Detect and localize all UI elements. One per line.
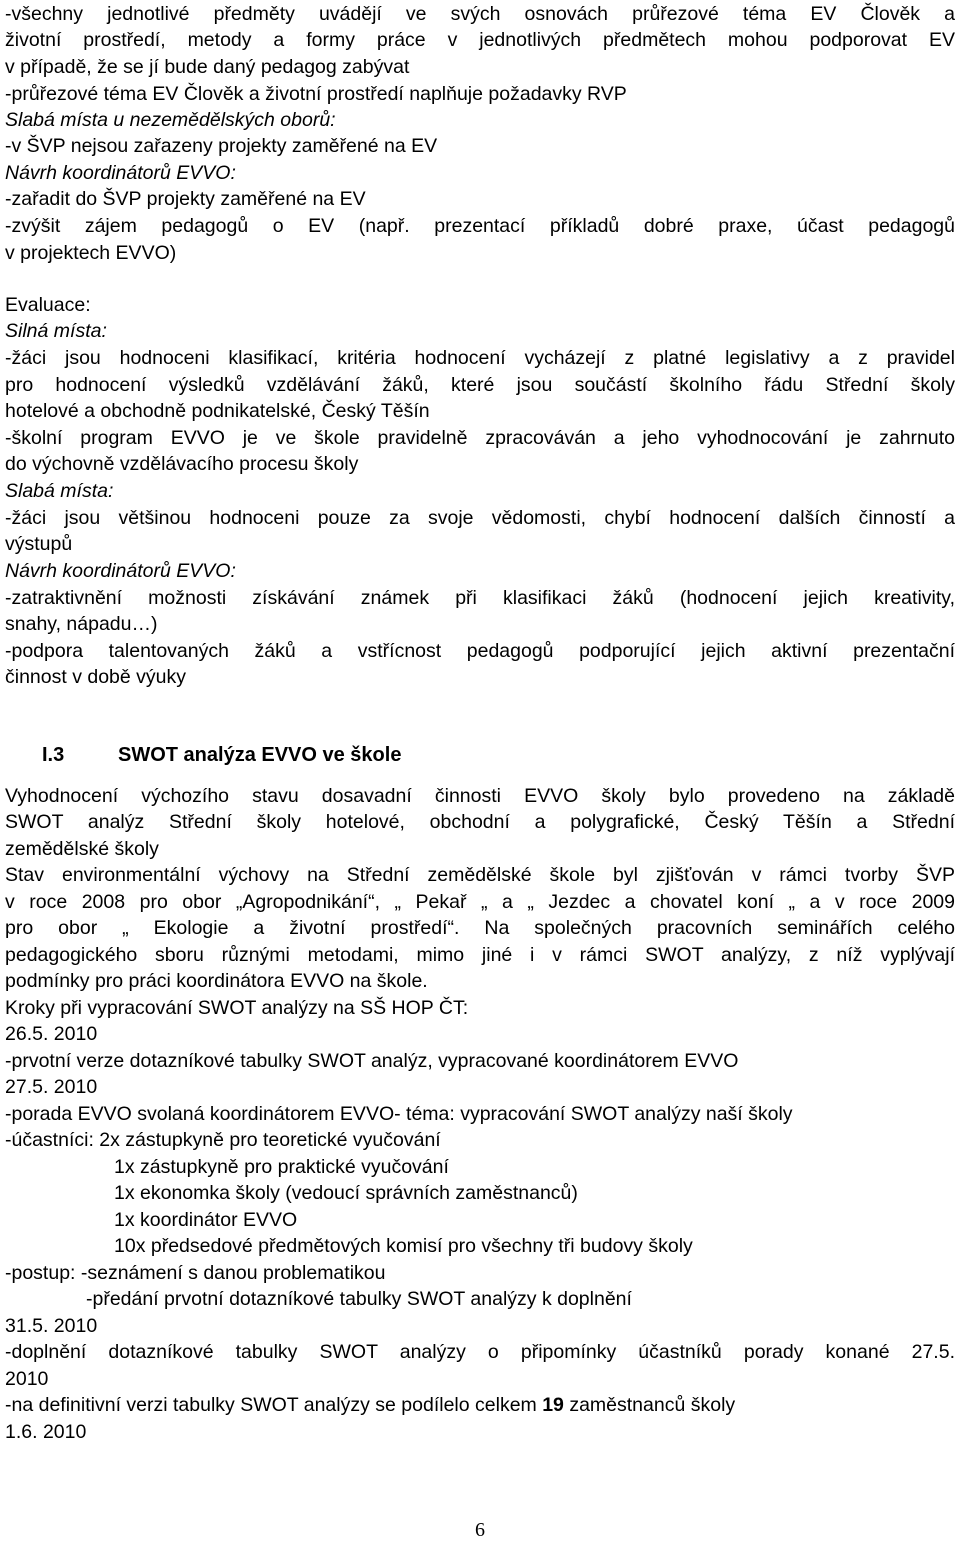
procedure-subline: -předání prvotní dotazníkové tabulky SWOT analýzy k doplnění xyxy=(86,1288,632,1310)
text-line: snahy, nápadu…) xyxy=(5,613,158,635)
text-line: -žáci jsou hodnoceni klasifikací, kritéria hodnocení vycházejí z platné legislativy a z pravidel xyxy=(5,347,955,369)
text-line: -průřezové téma EV Člověk a životní prostředí naplňuje požadavky RVP xyxy=(5,83,627,105)
employee-count: 19 xyxy=(542,1394,564,1416)
text-line: pedagogického sboru různými metodami, mimo jiné i v rámci SWOT analýzy, z níž vyplývají xyxy=(5,944,955,966)
proposal-label: Návrh koordinátorů EVVO: xyxy=(5,162,236,184)
final-prefix: -na definitivní verzi tabulky SWOT analýzy se podílelo celkem xyxy=(5,1394,543,1416)
participant-item: 1x ekonomka školy (vedoucí správních zaměstnanců) xyxy=(114,1182,578,1204)
participants-line: -účastníci: 2x zástupkyně pro teoretické vyučování xyxy=(5,1129,441,1151)
text-line: -v ŠVP nejsou zařazeny projekty zaměřené na EV xyxy=(5,135,438,157)
text-line: v projektech EVVO) xyxy=(5,242,177,264)
text-line: životní prostředí, metody a formy práce v jednotlivých předmětech mohou podporovat EV xyxy=(5,29,955,51)
final-suffix: zaměstnanců školy xyxy=(563,1394,736,1416)
proposal-label: Návrh koordinátorů EVVO: xyxy=(5,560,236,582)
text-line: -zvýšit zájem pedagogů o EV (např. prezentací příkladů dobré praxe, účast pedagogů xyxy=(5,215,955,237)
text-line: -podpora talentovaných žáků a vstřícnost pedagogů podporující jejich aktivní prezentační xyxy=(5,640,955,662)
text-line: podmínky pro práci koordinátora EVVO na škole. xyxy=(5,970,428,992)
steps-heading: Kroky při vypracování SWOT analýzy na SŠ HOP ČT: xyxy=(5,997,469,1019)
text-line: v roce 2008 pro obor „Agropodnikání“, „ Pekař „ a „ Jezdec a chovatel koní „ a v roce 2009 xyxy=(5,891,955,913)
text-line: pro obor „ Ekologie a životní prostředí“. Na společných pracovních seminářích celého xyxy=(5,917,955,939)
text-line: výstupů xyxy=(5,533,73,555)
date-line: 27.5. 2010 xyxy=(5,1076,98,1098)
evaluation-title: Evaluace: xyxy=(5,294,91,316)
text-line: do výchovně vzdělávacího procesu školy xyxy=(5,453,359,475)
page-number: 6 xyxy=(475,1519,485,1541)
text-line: -zatraktivnění možnosti získávání známek při klasifikaci žáků (hodnocení jejich kreativity, xyxy=(5,587,955,609)
procedure-line: -postup: -seznámení s danou problematikou xyxy=(5,1262,386,1284)
text-line: -doplnění dotazníkové tabulky SWOT analýzy o připomínky účastníků porady konané 27.5. xyxy=(5,1341,955,1363)
date-line: 1.6. 2010 xyxy=(5,1421,87,1443)
text-line: SWOT analýz Střední školy hotelové, obchodní a polygrafické, Český Těšín a Střední xyxy=(5,811,955,833)
participant-item: 1x zástupkyně pro praktické vyučování xyxy=(114,1156,449,1178)
participant-item: 1x koordinátor EVVO xyxy=(114,1209,298,1231)
text-line: zemědělské školy xyxy=(5,838,159,860)
final-line xyxy=(5,1392,735,1418)
text-line: -porada EVVO svolaná koordinátorem EVVO- téma: vypracování SWOT analýzy naší školy xyxy=(5,1103,793,1125)
text-line: -zařadit do ŠVP projekty zaměřené na EV xyxy=(5,188,366,210)
text-line: činnost v době výuky xyxy=(5,666,187,688)
date-line: 26.5. 2010 xyxy=(5,1023,98,1045)
text-line: -všechny jednotlivé předměty uvádějí ve svých osnovách průřezové téma EV Člověk a xyxy=(5,3,955,25)
text-line: v případě, že se jí bude daný pedagog zabývat xyxy=(5,56,410,78)
weaknesses-label: Slabá místa: xyxy=(5,480,114,502)
text-line: -prvotní verze dotazníkové tabulky SWOT analýz, vypracované koordinátorem EVVO xyxy=(5,1050,739,1072)
text-line: 2010 xyxy=(5,1368,49,1390)
date-line: 31.5. 2010 xyxy=(5,1315,98,1337)
section-title: SWOT analýza EVVO ve škole xyxy=(118,744,402,766)
text-line: Stav environmentální výchovy na Střední zemědělské škole byl zjišťován v rámci tvorby ŠVP xyxy=(5,864,955,886)
text-line: -žáci jsou většinou hodnoceni pouze za svoje vědomosti, chybí hodnocení dalších činností a xyxy=(5,507,955,529)
section-number: I.3 xyxy=(42,744,65,766)
strengths-label: Silná místa: xyxy=(5,320,107,342)
text-line: -školní program EVVO je ve škole pravidelně zpracováván a jeho vyhodnocování je zahrnuto xyxy=(5,427,955,449)
text-line: pro hodnocení výsledků vzdělávání žáků, které jsou součástí školního řádu Střední školy xyxy=(5,374,955,396)
weak-points-label: Slabá místa u nezemědělských oborů: xyxy=(5,109,336,131)
participant-item: 10x předsedové předmětových komisí pro všechny tři budovy školy xyxy=(114,1235,693,1257)
text-line: Vyhodnocení výchozího stavu dosavadní činnosti EVVO školy bylo provedeno na základě xyxy=(5,785,955,807)
text-line: hotelové a obchodně podnikatelské, Český Těšín xyxy=(5,400,430,422)
